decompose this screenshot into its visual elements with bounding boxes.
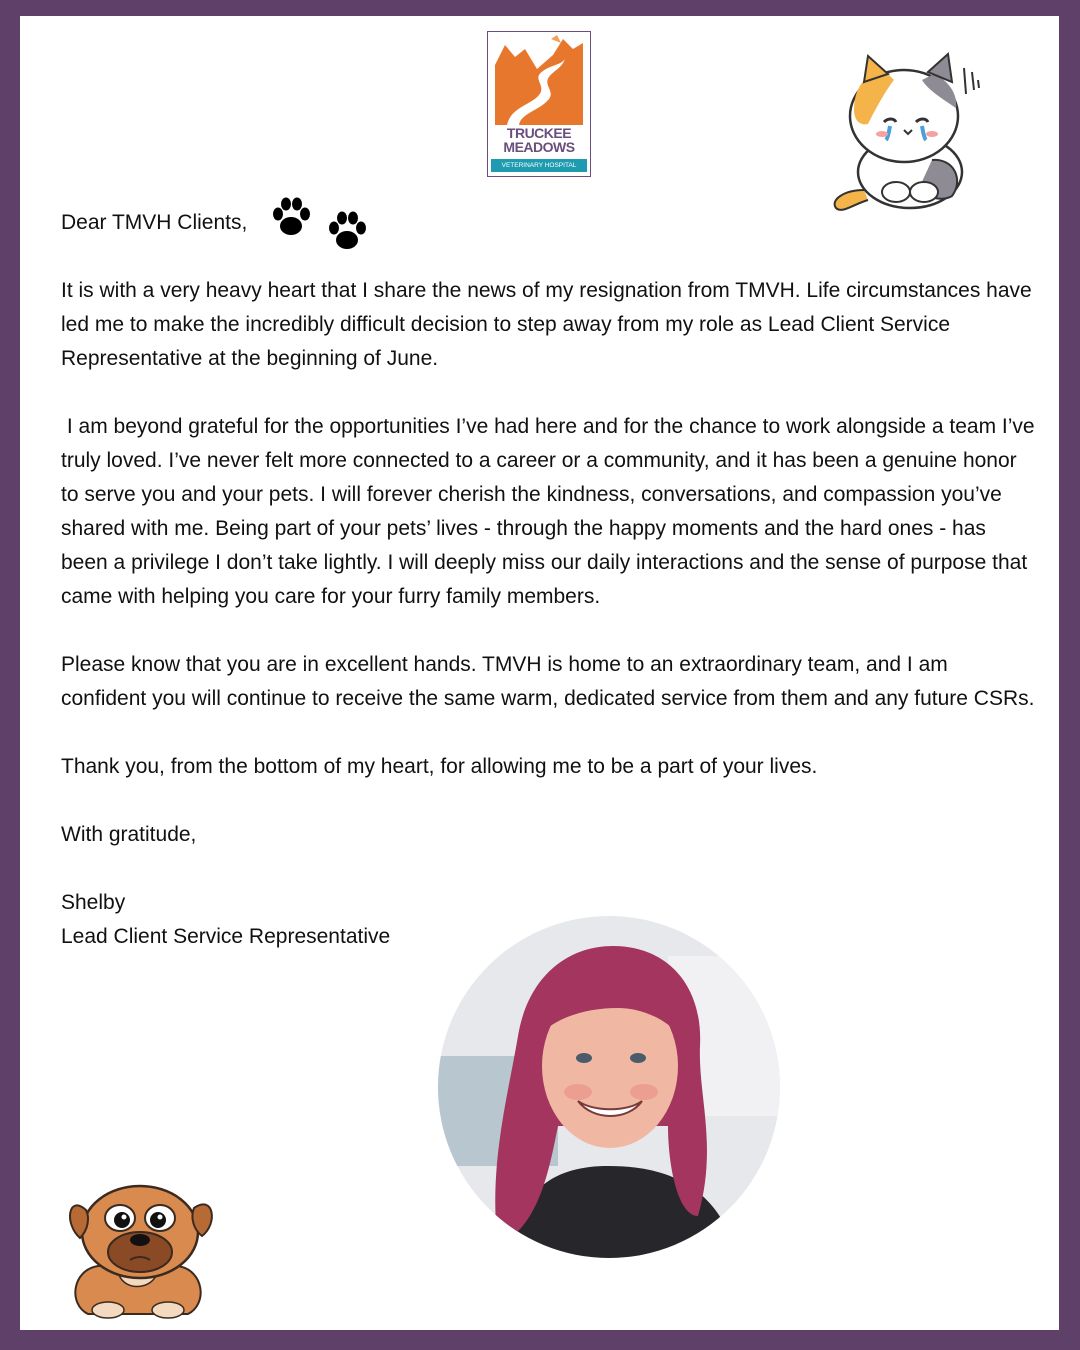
logo-tagline: VETERINARY HOSPITAL — [491, 159, 587, 172]
greeting: Dear TMVH Clients, — [61, 211, 248, 234]
paw-print-icon — [323, 208, 371, 256]
paragraph-1: It is with a very heavy heart that I share the news of my resignation from TMVH. Life circumstances have led me to make the incredibly difficult decision to step away from my role as Lead Client Service Representative at the beginning of June. — [61, 279, 1032, 370]
letter-body — [61, 206, 1041, 954]
sad-dog-illustration — [58, 1174, 228, 1319]
hospital-logo — [487, 31, 591, 177]
sad-cat-illustration — [824, 50, 984, 215]
paw-print-icon — [267, 194, 315, 242]
letter-page — [20, 16, 1059, 1330]
logo-line-2: MEADOWS — [503, 139, 575, 155]
mountain-road-logo-icon — [491, 35, 586, 125]
signature-name: Shelby — [61, 891, 126, 914]
paragraph-3: Please know that you are in excellent hands. TMVH is home to an extraordinary team, and I am confident you will continue to receive the same warm, dedicated service from them and any future CSRs. — [61, 653, 1035, 710]
paragraph-2: I am beyond grateful for the opportunities I’ve had here and for the chance to work alongside a team I’ve truly loved. I’ve never felt more connected to a career or a community, and it has been a genuine honor to serve you and your pets. I will forever cherish the kindness, conversations, and compassion you’ve shared with me. Being part of your pets’ lives - through the happy moments and the hard ones - has been a privilege I don’t take lightly. I will deeply miss our daily interactions and the sense of purpose that came with helping you care for your furry family members. — [61, 415, 1041, 608]
logo-line-1: TRUCKEE — [506, 125, 572, 141]
signature-title: Lead Client Service Representative — [61, 925, 391, 948]
portrait-photo — [438, 916, 780, 1258]
paragraph-4: Thank you, from the bottom of my heart, for allowing me to be a part of your lives. — [61, 755, 818, 778]
closing: With gratitude, — [61, 823, 197, 846]
